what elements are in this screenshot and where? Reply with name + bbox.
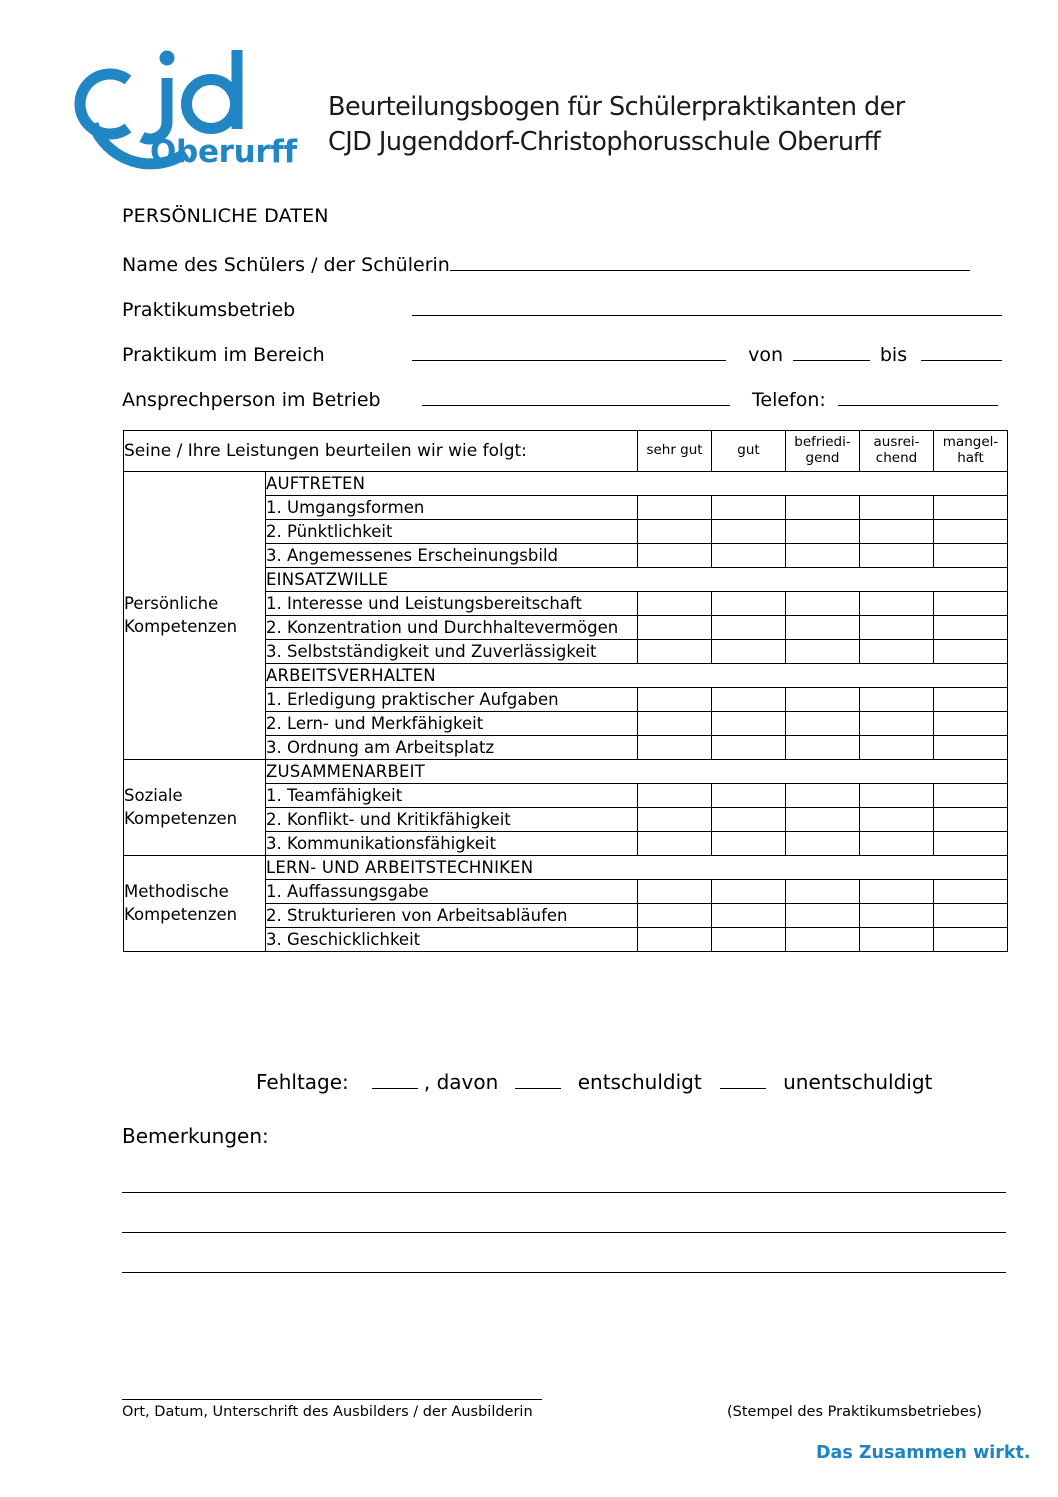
rating-checkbox-cell[interactable] (860, 832, 934, 856)
field-row-area (122, 339, 1002, 366)
input-contact-person[interactable] (422, 384, 730, 406)
criterion-label: 1. Teamfähigkeit (266, 784, 638, 808)
group-heading-row (124, 472, 1008, 496)
rating-checkbox-cell[interactable] (934, 784, 1008, 808)
input-from-date[interactable] (793, 339, 870, 361)
rating-checkbox-cell[interactable] (860, 640, 934, 664)
rating-checkbox-cell[interactable] (934, 808, 1008, 832)
rating-checkbox-cell[interactable] (934, 832, 1008, 856)
rating-checkbox-cell[interactable] (860, 520, 934, 544)
cjd-logo (70, 34, 310, 174)
rating-checkbox-cell[interactable] (638, 616, 712, 640)
criterion-label: 2. Strukturieren von Arbeitsabläufen (266, 904, 638, 928)
rating-checkbox-cell[interactable] (712, 544, 786, 568)
assessment-table (123, 430, 1008, 952)
rating-checkbox-cell[interactable] (712, 904, 786, 928)
rating-checkbox-cell[interactable] (860, 784, 934, 808)
rating-checkbox-cell[interactable] (638, 688, 712, 712)
input-company[interactable] (412, 294, 1002, 316)
rating-checkbox-cell[interactable] (934, 496, 1008, 520)
rating-checkbox-cell[interactable] (786, 736, 860, 760)
field-row-student-name (122, 249, 1002, 276)
brand-tagline: Das Zusammen wirkt. (816, 1443, 1031, 1463)
criterion-label: 3. Selbstständigkeit und Zuverlässigkeit (266, 640, 638, 664)
rating-checkbox-cell[interactable] (712, 592, 786, 616)
label-contact-person: Ansprechperson im Betrieb (122, 388, 381, 411)
input-phone[interactable] (838, 384, 998, 406)
rating-checkbox-cell[interactable] (638, 712, 712, 736)
rating-checkbox-cell[interactable] (934, 544, 1008, 568)
field-row-company (122, 294, 1002, 321)
rating-checkbox-cell[interactable] (786, 520, 860, 544)
rating-checkbox-cell[interactable] (786, 712, 860, 736)
absences-label: Fehltage: (256, 1070, 349, 1094)
group-heading: AUFTRETEN (266, 472, 1008, 496)
group-heading: ARBEITSVERHALTEN (266, 664, 1008, 688)
rating-checkbox-cell[interactable] (786, 544, 860, 568)
criterion-label: 1. Umgangsformen (266, 496, 638, 520)
category-label-line2: Kompetenzen (124, 904, 238, 924)
remarks-line-2[interactable] (122, 1232, 1006, 1233)
rating-column-mangelhaft: mangel- haft (934, 431, 1008, 472)
rating-checkbox-cell[interactable] (786, 640, 860, 664)
rating-checkbox-cell[interactable] (934, 736, 1008, 760)
input-area[interactable] (412, 339, 726, 361)
rating-checkbox-cell[interactable] (712, 616, 786, 640)
rating-column-gut: gut (712, 431, 786, 472)
signature-caption: Ort, Datum, Unterschrift des Ausbilders / der Ausbilderin (122, 1404, 533, 1420)
remarks-label: Bemerkungen: (122, 1124, 269, 1148)
label-area: Praktikum im Bereich (122, 343, 325, 366)
remarks-line-3[interactable] (122, 1272, 1006, 1273)
category-label-line1: Persönliche (124, 594, 219, 614)
criterion-label: 2. Konzentration und Durchhaltevermögen (266, 616, 638, 640)
rating-checkbox-cell[interactable] (638, 496, 712, 520)
rating-checkbox-cell[interactable] (786, 880, 860, 904)
logo-wordmark: Oberurff (150, 134, 297, 170)
rating-checkbox-cell[interactable] (860, 592, 934, 616)
remarks-line-1[interactable] (122, 1192, 1006, 1193)
rating-checkbox-cell[interactable] (638, 736, 712, 760)
rating-checkbox-cell[interactable] (934, 640, 1008, 664)
rating-checkbox-cell[interactable] (712, 640, 786, 664)
group-heading: EINSATZWILLE (266, 568, 1008, 592)
criterion-label: 3. Kommunikationsfähigkeit (266, 832, 638, 856)
rating-checkbox-cell[interactable] (638, 544, 712, 568)
rating-checkbox-cell[interactable] (860, 736, 934, 760)
rating-checkbox-cell[interactable] (786, 928, 860, 952)
personal-data-heading: PERSÖNLICHE DATEN (122, 205, 329, 227)
rating-checkbox-cell[interactable] (712, 880, 786, 904)
assessment-table-body (124, 472, 1008, 952)
input-absences-unexcused[interactable] (720, 1068, 766, 1089)
rating-checkbox-cell[interactable] (712, 808, 786, 832)
rating-column-sehr-gut: sehr gut (638, 431, 712, 472)
rating-checkbox-cell[interactable] (934, 880, 1008, 904)
rating-checkbox-cell[interactable] (712, 736, 786, 760)
rating-checkbox-cell[interactable] (934, 712, 1008, 736)
rating-column-befriedigend: befriedi- gend (786, 431, 860, 472)
input-student-name[interactable] (450, 249, 970, 271)
group-heading: LERN- UND ARBEITSTECHNIKEN (266, 856, 1008, 880)
absences-unexcused-label: unentschuldigt (783, 1070, 933, 1094)
personal-data-section (122, 205, 1002, 429)
label-from: von (748, 343, 783, 366)
rating-checkbox-cell[interactable] (860, 904, 934, 928)
category-label-line2: Kompetenzen (124, 808, 238, 828)
rating-checkbox-cell[interactable] (638, 784, 712, 808)
rating-checkbox-cell[interactable] (786, 688, 860, 712)
rating-checkbox-cell[interactable] (860, 496, 934, 520)
rating-checkbox-cell[interactable] (786, 616, 860, 640)
criterion-label: 3. Angemessenes Erscheinungsbild (266, 544, 638, 568)
rating-checkbox-cell[interactable] (934, 904, 1008, 928)
rating-checkbox-cell[interactable] (860, 928, 934, 952)
rating-checkbox-cell[interactable] (638, 832, 712, 856)
rating-checkbox-cell[interactable] (786, 784, 860, 808)
criterion-label: 2. Konflikt- und Kritikfähigkeit (266, 808, 638, 832)
rating-checkbox-cell[interactable] (860, 808, 934, 832)
rating-checkbox-cell[interactable] (712, 520, 786, 544)
rating-checkbox-cell[interactable] (712, 928, 786, 952)
assessment-prompt: Seine / Ihre Leistungen beurteilen wir wie folgt: (124, 431, 638, 472)
rating-checkbox-cell[interactable] (934, 616, 1008, 640)
table-header-row (124, 431, 1008, 472)
rating-checkbox-cell[interactable] (934, 520, 1008, 544)
rating-checkbox-cell[interactable] (934, 592, 1008, 616)
rating-checkbox-cell[interactable] (638, 520, 712, 544)
stamp-caption: (Stempel des Praktikumsbetriebes) (727, 1404, 982, 1420)
absences-separator: , davon (423, 1070, 499, 1094)
group-heading: ZUSAMMENARBEIT (266, 760, 1008, 784)
absences-row (256, 1068, 932, 1094)
field-row-contact (122, 384, 1002, 411)
rating-checkbox-cell[interactable] (638, 592, 712, 616)
rating-checkbox-cell[interactable] (860, 712, 934, 736)
category-cell (124, 472, 266, 760)
assessment-table-head (124, 431, 1008, 472)
rating-checkbox-cell[interactable] (638, 880, 712, 904)
page-title-line2: CJD Jugenddorf-Christophorusschule Oberurff (328, 127, 881, 158)
rating-checkbox-cell[interactable] (712, 496, 786, 520)
label-student-name: Name des Schülers / der Schülerin (122, 253, 450, 276)
label-to: bis (879, 343, 908, 366)
category-cell (124, 760, 266, 856)
input-absences-total[interactable] (372, 1068, 418, 1089)
rating-checkbox-cell[interactable] (934, 928, 1008, 952)
rating-checkbox-cell[interactable] (786, 832, 860, 856)
group-heading-row (124, 856, 1008, 880)
rating-checkbox-cell[interactable] (860, 616, 934, 640)
rating-checkbox-cell[interactable] (786, 496, 860, 520)
rating-checkbox-cell[interactable] (712, 784, 786, 808)
rating-checkbox-cell[interactable] (934, 688, 1008, 712)
rating-checkbox-cell[interactable] (638, 904, 712, 928)
page-title (328, 90, 905, 160)
criterion-label: 1. Interesse und Leistungsbereitschaft (266, 592, 638, 616)
criterion-label: 3. Ordnung am Arbeitsplatz (266, 736, 638, 760)
category-label-line1: Methodische (124, 882, 229, 902)
criterion-label: 2. Pünktlichkeit (266, 520, 638, 544)
rating-checkbox-cell[interactable] (786, 808, 860, 832)
signature-line[interactable] (122, 1399, 542, 1400)
label-company: Praktikumsbetrieb (122, 298, 296, 321)
page-title-line1: Beurteilungsbogen für Schülerpraktikanten der (328, 92, 905, 122)
rating-checkbox-cell[interactable] (860, 688, 934, 712)
rating-checkbox-cell[interactable] (638, 808, 712, 832)
group-heading-row (124, 760, 1008, 784)
input-absences-excused[interactable] (515, 1068, 561, 1089)
input-to-date[interactable] (921, 339, 1002, 361)
rating-checkbox-cell[interactable] (638, 640, 712, 664)
rating-column-ausreichend: ausrei- chend (860, 431, 934, 472)
category-label-line1: Soziale (124, 786, 183, 806)
category-label-line2: Kompetenzen (124, 616, 238, 636)
document-header (70, 34, 1000, 174)
rating-checkbox-cell[interactable] (860, 544, 934, 568)
rating-checkbox-cell[interactable] (860, 880, 934, 904)
criterion-label: 2. Lern- und Merkfähigkeit (266, 712, 638, 736)
criterion-label: 1. Auffassungsgabe (266, 880, 638, 904)
absences-excused-label: entschuldigt (577, 1070, 702, 1094)
rating-checkbox-cell[interactable] (786, 592, 860, 616)
rating-checkbox-cell[interactable] (712, 832, 786, 856)
criterion-label: 3. Geschicklichkeit (266, 928, 638, 952)
rating-checkbox-cell[interactable] (712, 712, 786, 736)
rating-checkbox-cell[interactable] (786, 904, 860, 928)
rating-checkbox-cell[interactable] (712, 688, 786, 712)
label-phone: Telefon: (752, 388, 826, 411)
category-cell (124, 856, 266, 952)
criterion-label: 1. Erledigung praktischer Aufgaben (266, 688, 638, 712)
rating-checkbox-cell[interactable] (638, 928, 712, 952)
